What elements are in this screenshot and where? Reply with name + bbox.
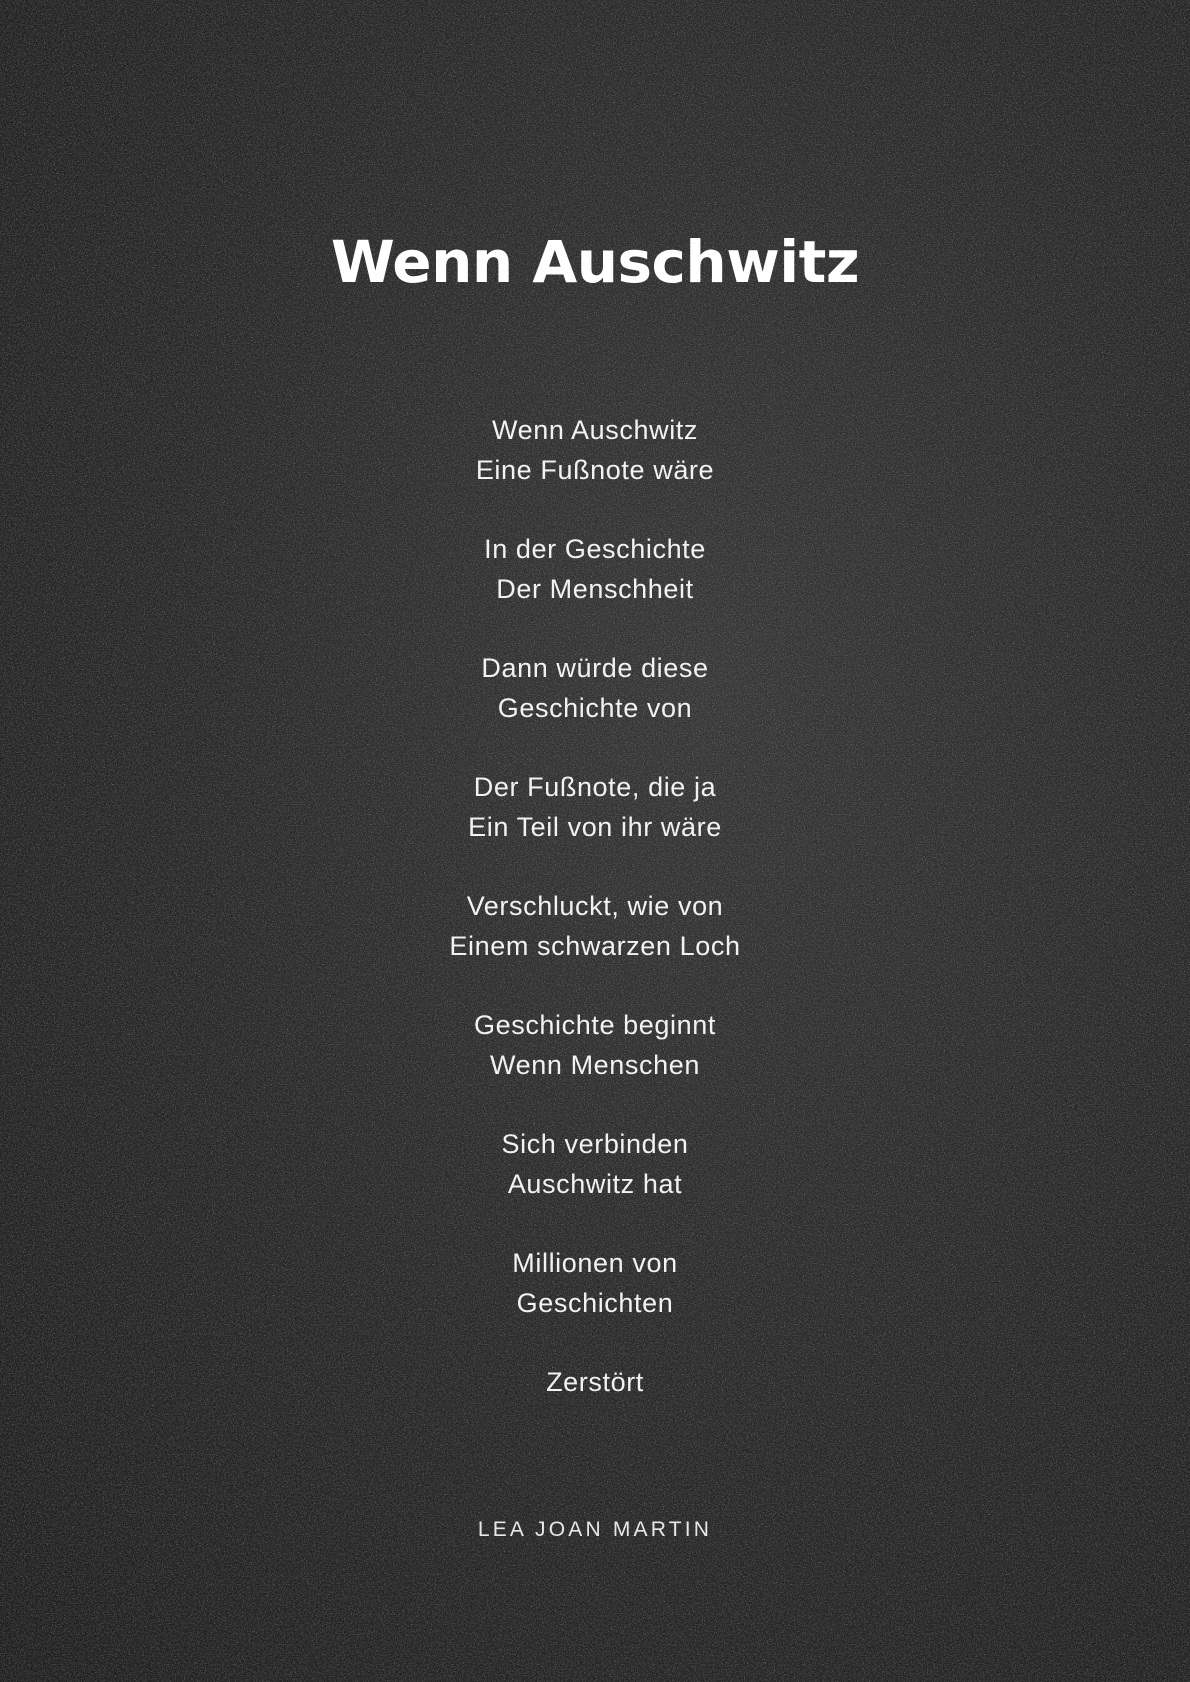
poem-line: Zerstört bbox=[546, 1367, 644, 1397]
poem-line: Sich verbinden bbox=[501, 1129, 689, 1159]
stanza bbox=[0, 1362, 1190, 1402]
poem-body bbox=[0, 410, 1190, 1441]
poem-line: Auschwitz hat bbox=[507, 1169, 683, 1199]
poem-line: Wenn Auschwitz bbox=[492, 415, 698, 445]
poem-line: Verschluckt, wie von bbox=[466, 891, 724, 921]
poem-line: Der Fußnote, die ja bbox=[473, 772, 717, 802]
poem-line: Millionen von bbox=[512, 1248, 678, 1278]
poem-line: Eine Fußnote wäre bbox=[475, 455, 715, 485]
stanza bbox=[0, 648, 1190, 728]
stanza bbox=[0, 1124, 1190, 1204]
stanza bbox=[0, 529, 1190, 609]
poem-line: Geschichte beginnt bbox=[474, 1010, 716, 1040]
stanza bbox=[0, 1005, 1190, 1085]
poem-line: Geschichten bbox=[516, 1288, 674, 1318]
poem-line: Der Menschheit bbox=[496, 574, 694, 604]
poem-title: Wenn Auschwitz bbox=[330, 228, 860, 296]
stanza bbox=[0, 886, 1190, 966]
stanza bbox=[0, 410, 1190, 490]
poem-line: Geschichte von bbox=[497, 693, 693, 723]
poem-line: Wenn Menschen bbox=[490, 1050, 700, 1080]
poem-line: In der Geschichte bbox=[484, 534, 706, 564]
stanza bbox=[0, 1243, 1190, 1323]
poem-line: Einem schwarzen Loch bbox=[449, 931, 741, 961]
poem-line: Ein Teil von ihr wäre bbox=[468, 812, 722, 842]
stanza bbox=[0, 767, 1190, 847]
poem-line: Dann würde diese bbox=[481, 653, 709, 683]
author-name: LEA JOAN MARTIN bbox=[477, 1518, 713, 1541]
